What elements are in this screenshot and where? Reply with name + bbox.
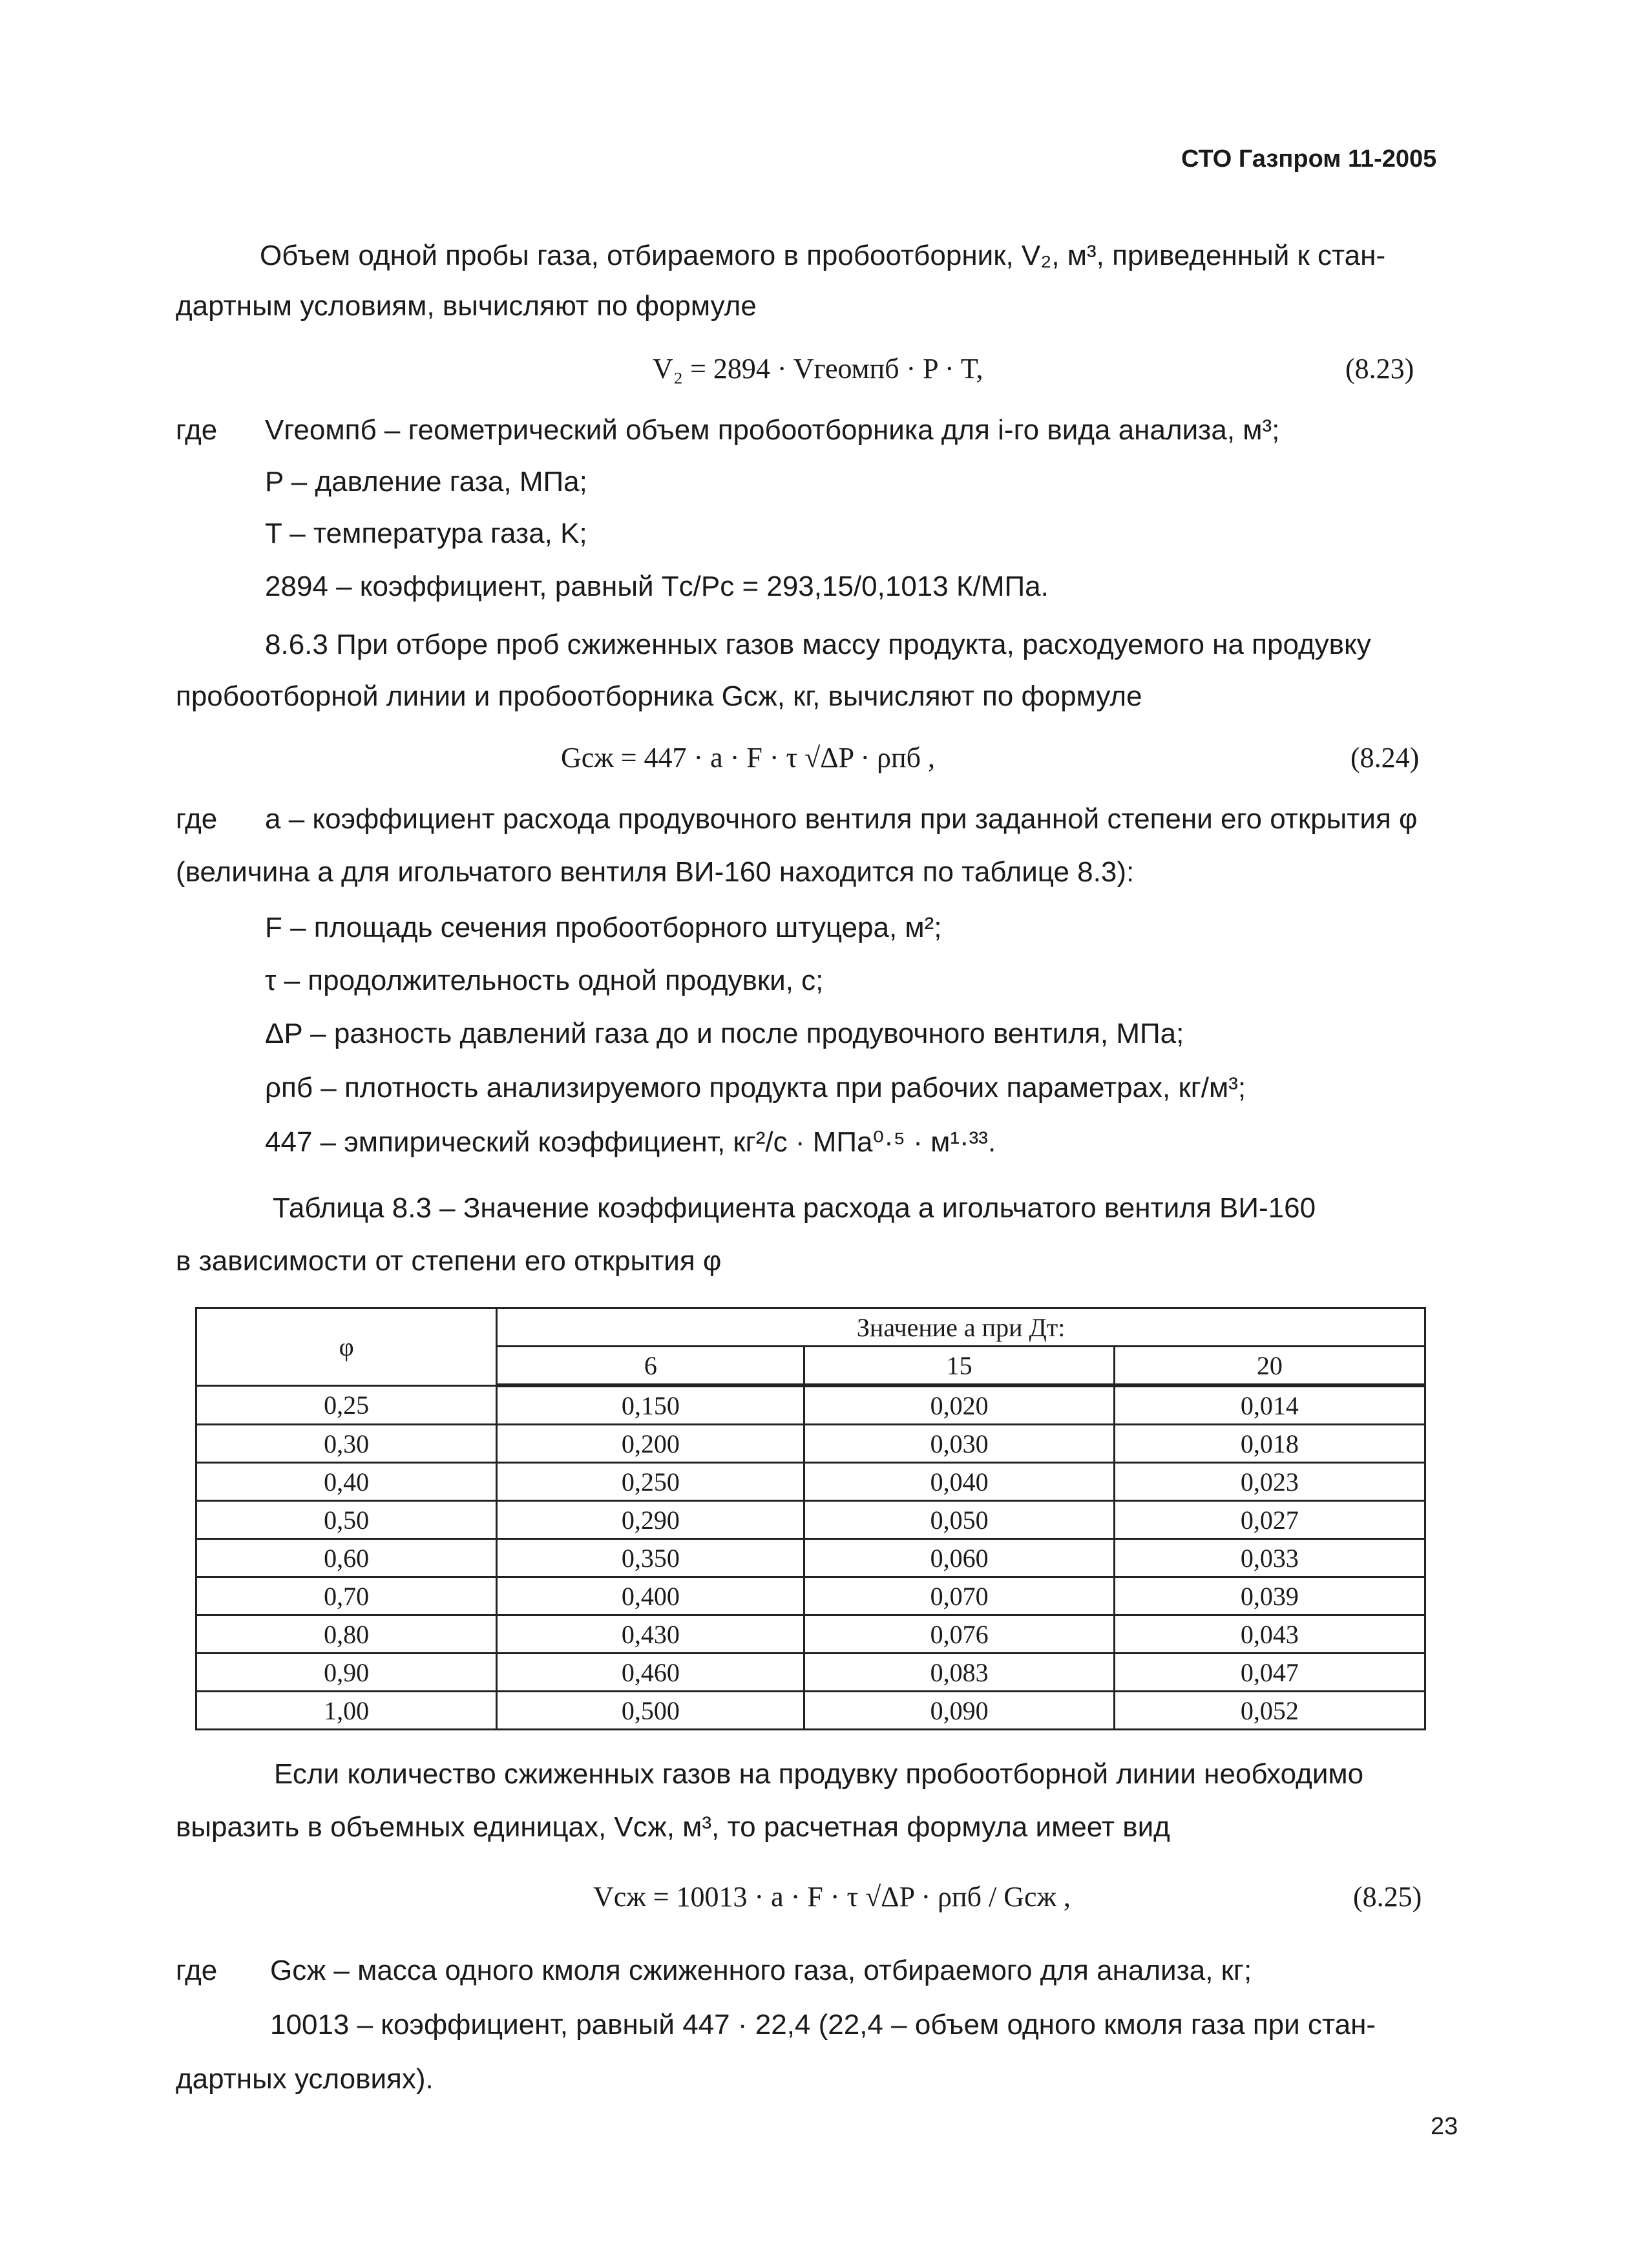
- table-cell: 0,027: [1114, 1501, 1425, 1539]
- table-header-column: 20: [1114, 1347, 1425, 1386]
- equation-8-25: Vсж = 10013 · a · F · τ √ΔP · ρпб / Gсж ,: [593, 1881, 1071, 1913]
- definition-line: Gсж – масса одного кмоля сжиженного газа, отбираемого для анализа, кг;: [270, 1955, 1252, 1986]
- table-cell: 0,052: [1114, 1692, 1425, 1730]
- definition-line: (величина a для игольчатого вентиля ВИ-160 находится по таблице 8.3):: [176, 856, 1135, 888]
- table-row: [196, 1501, 1425, 1539]
- table-cell: 0,60: [196, 1539, 497, 1577]
- definition-line: F – площадь сечения пробоотборного штуцера, м²;: [265, 912, 942, 943]
- table-cell: 0,460: [497, 1654, 804, 1692]
- table-cell: 1,00: [196, 1692, 497, 1730]
- table-cell: 0,500: [497, 1692, 804, 1730]
- paragraph-line: Если количество сжиженных газов на продувку пробоотборной линии необходимо: [274, 1758, 1364, 1790]
- table-cell: 0,50: [196, 1501, 497, 1539]
- definition-line: a – коэффициент расхода продувочного вентиля при заданной степени его открытия φ: [265, 803, 1418, 835]
- table-cell: 0,083: [804, 1654, 1114, 1692]
- table-cell: 0,076: [804, 1615, 1114, 1654]
- definition-line: 10013 – коэффициент, равный 447 · 22,4 (22,4 – объем одного кмоля газа при стан-: [270, 2009, 1376, 2041]
- table-caption-line: Таблица 8.3 – Значение коэффициента расхода a игольчатого вентиля ВИ-160: [273, 1192, 1316, 1224]
- definition-line: 2894 – коэффициент, равный Tс/Pс = 293,15/0,1013 К/МПа.: [265, 571, 1049, 602]
- table-cell: 0,043: [1114, 1615, 1425, 1654]
- table-cell: 0,039: [1114, 1577, 1425, 1615]
- table-cell: 0,020: [804, 1385, 1114, 1425]
- table-row: [196, 1539, 1425, 1577]
- where-label: где: [176, 414, 218, 446]
- table-cell: 0,047: [1114, 1654, 1425, 1692]
- table-row: [196, 1615, 1425, 1654]
- table-caption-line: в зависимости от степени его открытия φ: [176, 1245, 722, 1277]
- table-cell: 0,40: [196, 1463, 497, 1501]
- table-cell: 0,400: [497, 1577, 804, 1615]
- definition-line: ρпб – плотность анализируемого продукта при рабочих параметрах, кг/м³;: [265, 1072, 1246, 1104]
- paragraph-line: 8.6.3 При отборе проб сжиженных газов массу продукта, расходуемого на продувку: [265, 629, 1371, 660]
- table-cell: 0,200: [497, 1425, 804, 1463]
- table-header-phi: φ: [196, 1308, 497, 1386]
- definition-line: T – температура газа, K;: [265, 518, 587, 549]
- definition-line: Vгеомпб – геометрический объем пробоотборника для i-го вида анализа, м³;: [265, 414, 1280, 446]
- equation-8-24: Gсж = 447 · a · F · τ √ΔP · ρпб ,: [561, 742, 935, 773]
- table-cell: 0,090: [804, 1692, 1114, 1730]
- table-cell: 0,014: [1114, 1385, 1425, 1425]
- table-cell: 0,290: [497, 1501, 804, 1539]
- table-row: [196, 1692, 1425, 1730]
- paragraph-line: дартным условиям, вычисляют по формуле: [176, 290, 757, 322]
- table-cell: 0,250: [497, 1463, 804, 1501]
- table-header-column: 6: [497, 1347, 804, 1386]
- table-cell: 0,060: [804, 1539, 1114, 1577]
- coefficient-table: [195, 1307, 1426, 1730]
- table-cell: 0,018: [1114, 1425, 1425, 1463]
- paragraph-line: выразить в объемных единицах, Vсж, м³, то расчетная формула имеет вид: [176, 1811, 1170, 1843]
- where-label: где: [176, 803, 218, 835]
- paragraph-line: пробоотборной линии и пробоотборника Gсж, кг, вычисляют по формуле: [176, 680, 1142, 712]
- table-cell: 0,70: [196, 1577, 497, 1615]
- table-cell: 0,90: [196, 1654, 497, 1692]
- table-header-column: 15: [804, 1347, 1114, 1386]
- paragraph-line: Объем одной пробы газа, отбираемого в пробоотборник, V₂, м³, приведенный к стан-: [260, 240, 1386, 271]
- table-row: [196, 1463, 1425, 1501]
- table-row: [196, 1385, 1425, 1425]
- table-cell: 0,040: [804, 1463, 1114, 1501]
- equation-8-23: V₂ = 2894 · Vгеомпб · P · T,: [653, 353, 983, 384]
- where-label: где: [176, 1955, 218, 1986]
- page-number: 23: [1431, 2113, 1458, 2140]
- table-cell: 0,050: [804, 1501, 1114, 1539]
- table-cell: 0,80: [196, 1615, 497, 1654]
- table-cell: 0,30: [196, 1425, 497, 1463]
- table-cell: 0,030: [804, 1425, 1114, 1463]
- equation-number: (8.23): [1345, 353, 1414, 384]
- table-cell: 0,033: [1114, 1539, 1425, 1577]
- table-cell: 0,25: [196, 1385, 497, 1425]
- table-cell: 0,023: [1114, 1463, 1425, 1501]
- definition-line: ΔP – разность давлений газа до и после продувочного вентиля, МПа;: [265, 1018, 1184, 1049]
- table-row: [196, 1654, 1425, 1692]
- table-cell: 0,150: [497, 1385, 804, 1425]
- definition-line: дартных условиях).: [176, 2063, 434, 2095]
- equation-number: (8.25): [1353, 1881, 1422, 1913]
- definition-line: τ – продолжительность одной продувки, с;: [265, 965, 824, 996]
- table-cell: 0,350: [497, 1539, 804, 1577]
- equation-number: (8.24): [1350, 742, 1420, 773]
- table-cell: 0,430: [497, 1615, 804, 1654]
- table-header-group: Значение a при Дт:: [497, 1308, 1425, 1347]
- table-cell: 0,070: [804, 1577, 1114, 1615]
- definition-line: 447 – эмпирический коэффициент, кг²/с · МПа⁰·⁵ · м¹·³³.: [265, 1126, 996, 1158]
- document-code-header: СТО Газпром 11-2005: [1181, 145, 1437, 173]
- table-row: [196, 1577, 1425, 1615]
- table-row: [196, 1425, 1425, 1463]
- definition-line: P – давление газа, МПа;: [265, 466, 587, 498]
